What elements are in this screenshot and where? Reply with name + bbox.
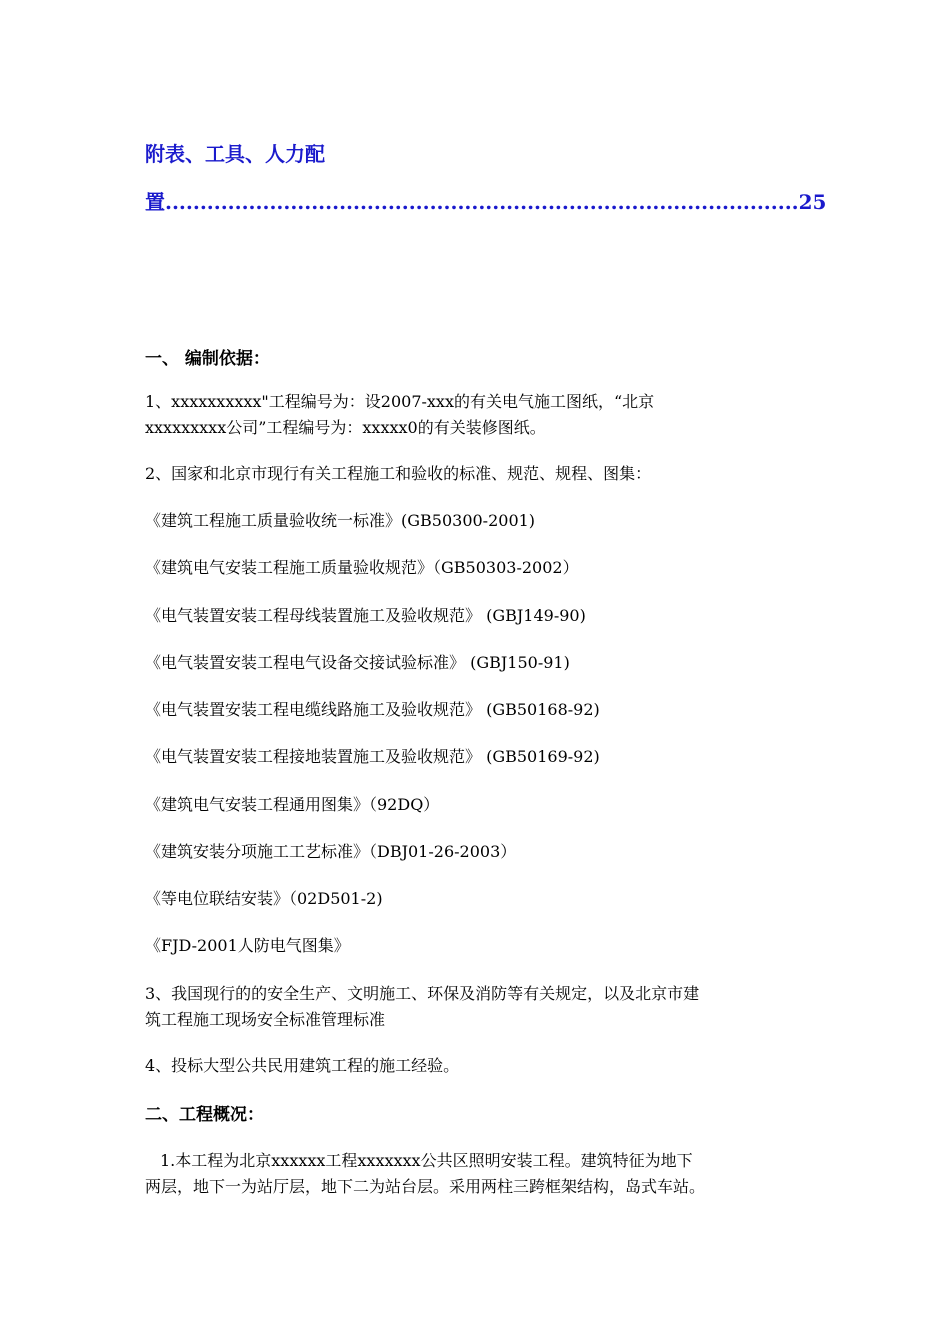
standard-item: 《电气装置安装工程母线装置施工及验收规范》 (GBJ149-90) [145,606,586,625]
basis-item-1-line-1: 1、xxxxxxxxxx"工程编号为：设2007-xxx的有关电气施工图纸，“北京 [145,392,655,411]
basis-item-1-line-2: xxxxxxxxx公司”工程编号为：xxxxx0的有关装修图纸。 [145,418,546,437]
basis-item-3-line-2: 筑工程施工现场安全标准管理标准 [145,1010,386,1029]
standard-item: 《建筑电气安装工程通用图集》（92DQ） [145,795,440,814]
toc-page-number: 25 [798,190,827,214]
toc-dot-leader: ........................................................................................... [165,190,799,214]
standard-item: 《建筑工程施工质量验收统一标准》(GB50300-2001) [145,511,536,530]
standard-item: 《建筑安装分项施工工艺标准》（DBJ01-26-2003） [145,842,517,861]
toc-entry-link[interactable]: 附表、工具、人力配 [145,142,325,166]
toc-entry-text: 置 [145,190,165,214]
overview-item-1 [145,1148,825,1200]
basis-item-1 [145,389,810,441]
standard-item: 《电气装置安装工程接地装置施工及验收规范》 (GB50169-92) [145,747,600,766]
standard-item: 《电气装置安装工程电气设备交接试验标准》 (GBJ150-91) [145,653,570,672]
basis-item-3-line-1: 3、我国现行的的安全生产、文明施工、环保及消防等有关规定，以及北京市建 [145,984,700,1003]
basis-item-2: 2、国家和北京市现行有关工程施工和验收的标准、规范、规程、图集： [145,464,652,483]
standard-item: 《FJD-2001人防电气图集》 [145,936,350,955]
basis-item-4: 4、投标大型公共民用建筑工程的施工经验。 [145,1056,460,1075]
standard-item: 《建筑电气安装工程施工质量验收规范》（GB50303-2002） [145,558,579,577]
toc-entry-link-continued[interactable] [145,186,827,215]
section-heading-basis: 一、 编制依据： [145,349,270,369]
standard-item: 《电气装置安装工程电缆线路施工及验收规范》 (GB50168-92) [145,700,600,719]
section-heading-overview: 二、工程概况： [145,1105,264,1125]
overview-item-1-line-1: 1.本工程为北京xxxxxx工程xxxxxxx公共区照明安装工程。建筑特征为地下 [160,1151,693,1170]
standard-item: 《等电位联结安装》（02D501-2) [145,889,383,908]
overview-item-1-line-2: 两层，地下一为站厅层，地下二为站台层。采用两柱三跨框架结构，岛式车站。 [145,1177,706,1196]
basis-item-3 [145,981,810,1033]
